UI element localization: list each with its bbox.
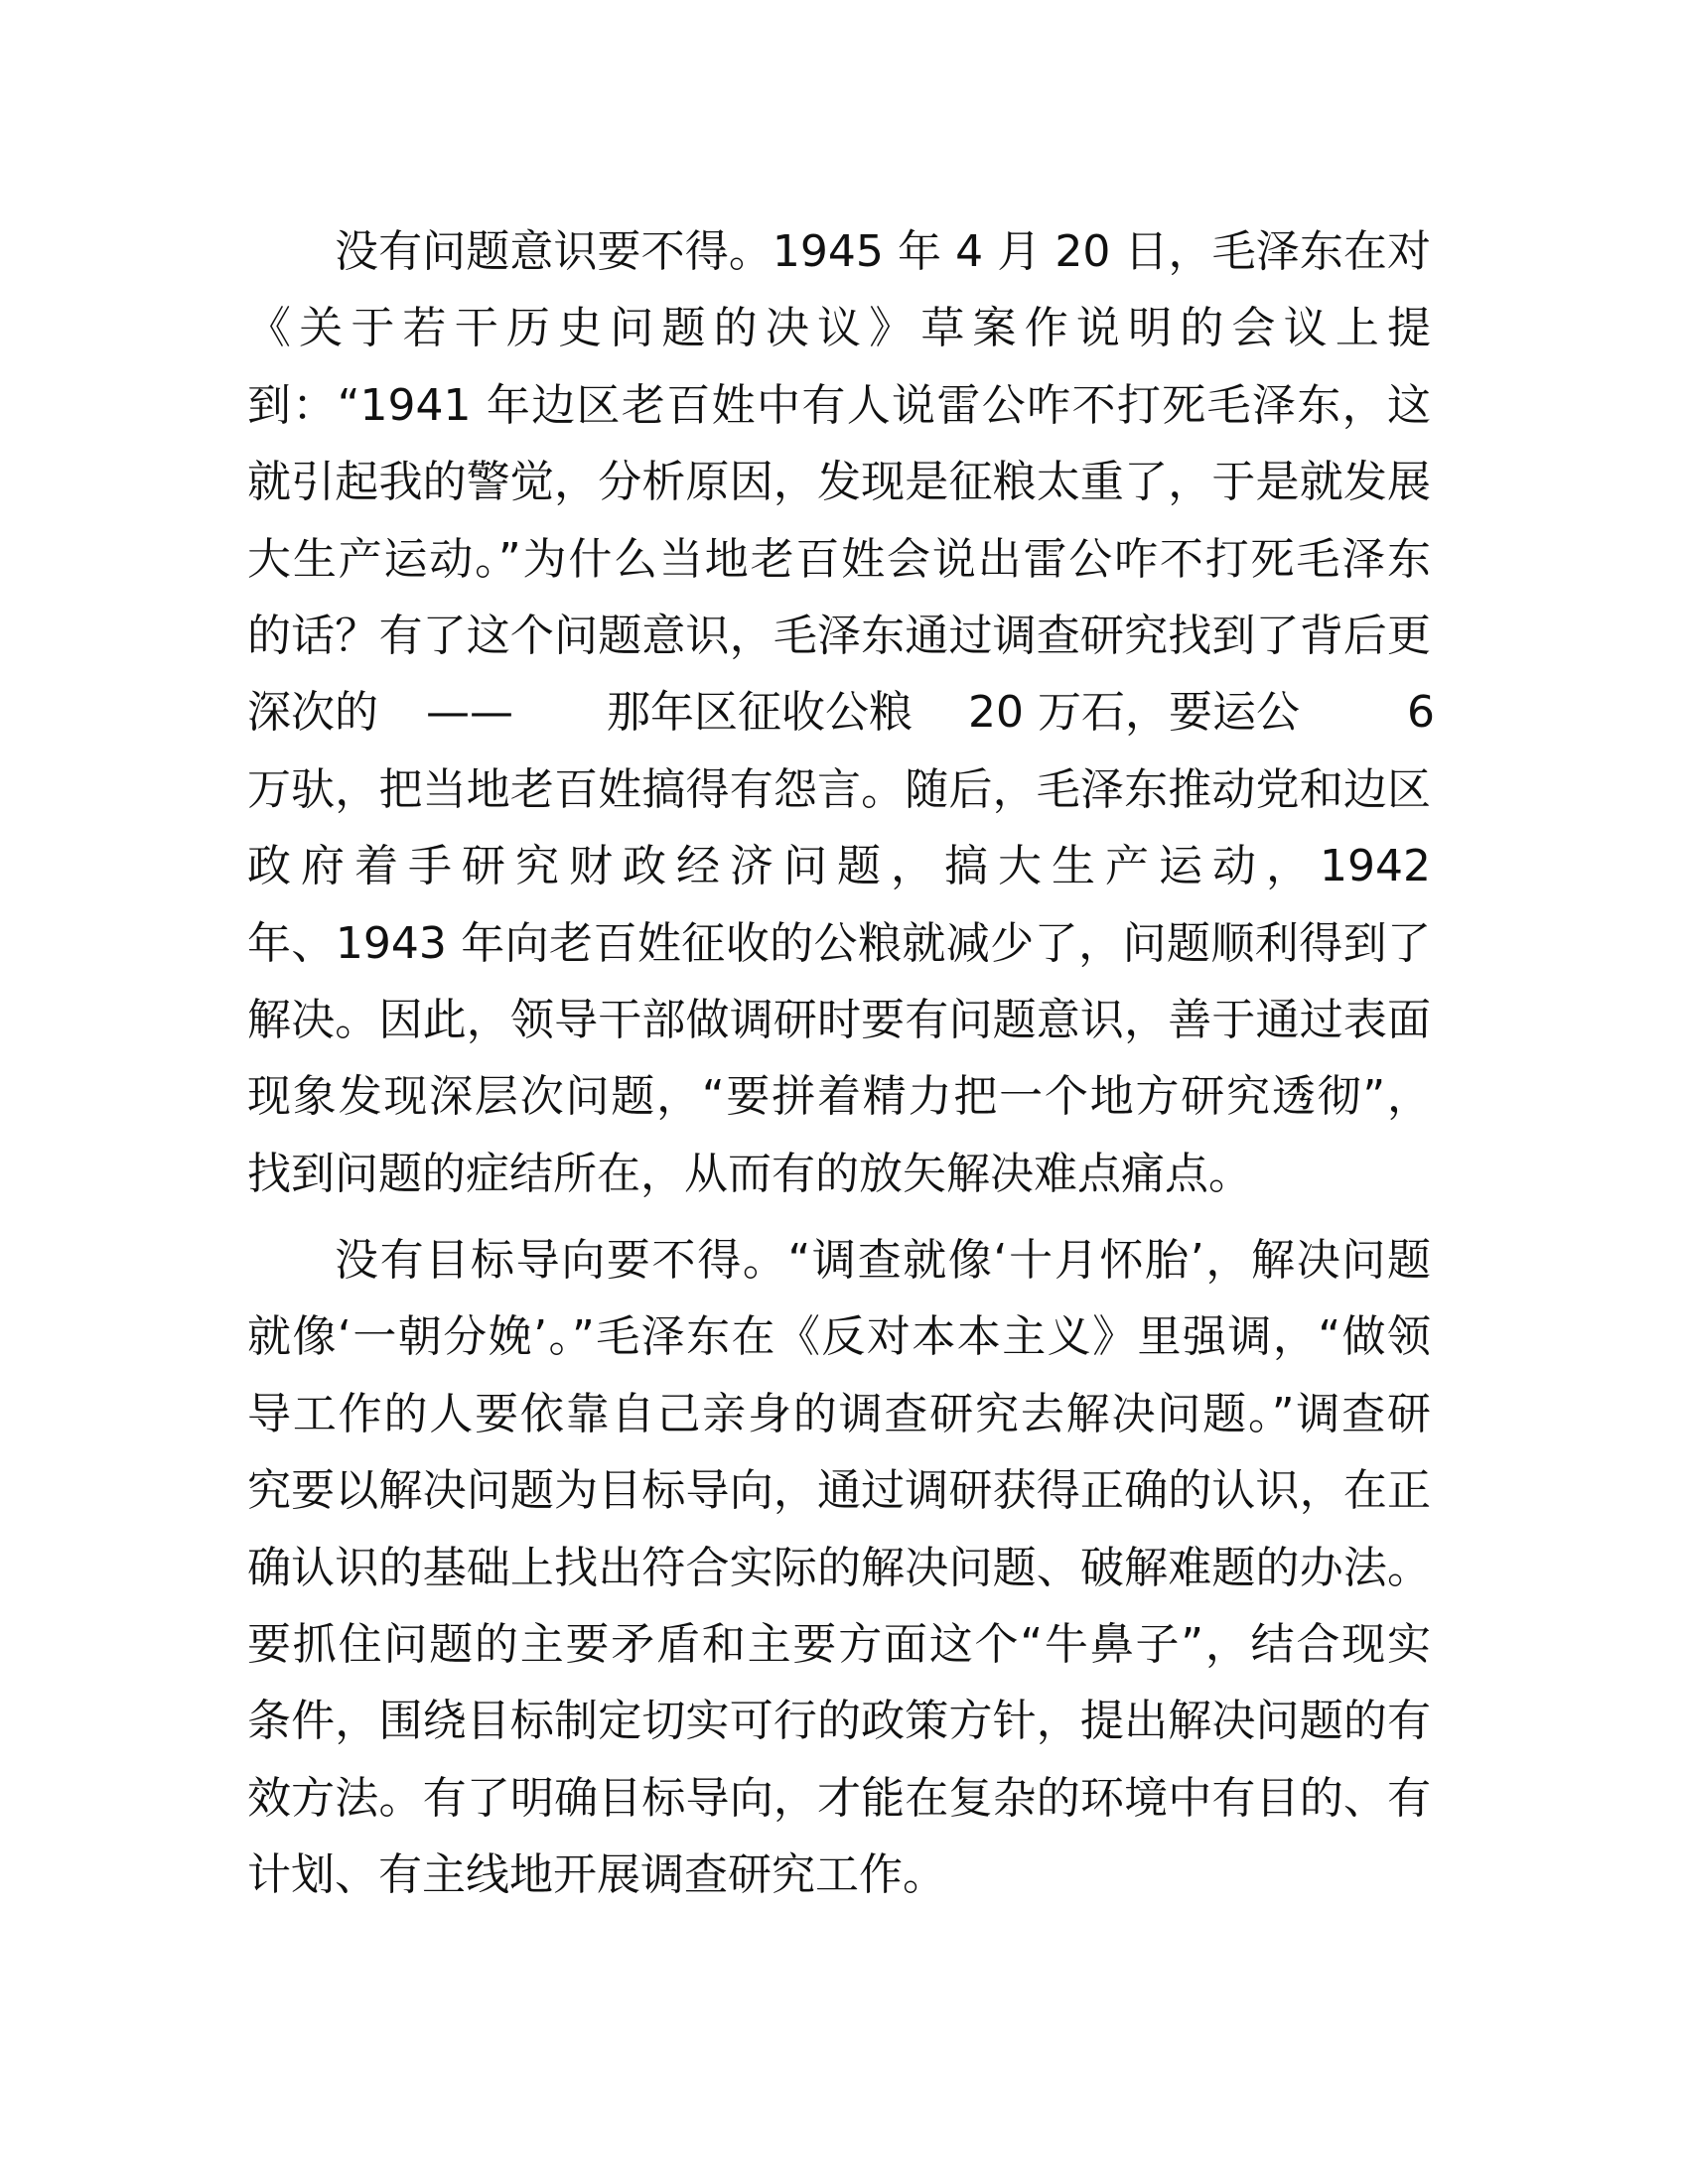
gap-segment: 深次的 bbox=[247, 687, 378, 739]
paragraph-1 bbox=[247, 213, 1435, 1212]
gap-segment: 那年区征收公粮 bbox=[607, 687, 913, 739]
paragraph-line: 没有目标导向要不得。“调查就像‘十月怀胎’，解决问题 bbox=[335, 1235, 1431, 1287]
paragraph-line: 《关于若干历史问题的决议》草案作说明的会议上提 bbox=[247, 303, 1431, 354]
paragraph-line: 解决。因此，领导干部做调研时要有问题意识，善于通过表面 bbox=[247, 994, 1431, 1045]
paragraph-line: 年、1943 年向老百姓征收的公粮就减少了，问题顺利得到了 bbox=[247, 917, 1431, 969]
paragraph-line: 确认识的基础上找出符合实际的解决问题、破解难题的办法。 bbox=[247, 1542, 1431, 1593]
paragraph-line: 究要以解决问题为目标导向，通过调研获得正确的认识，在正 bbox=[247, 1465, 1431, 1517]
paragraph-line: 条件，围绕目标制定切实可行的政策方针，提出解决问题的有 bbox=[247, 1696, 1431, 1747]
paragraph-line-with-gaps bbox=[247, 674, 1435, 751]
paragraph-line: 的话？有了这个问题意识，毛泽东通过调查研究找到了背后更 bbox=[247, 610, 1431, 661]
paragraph-line: 万驮，把当地老百姓搞得有怨言。随后，毛泽东推动党和边区 bbox=[247, 763, 1431, 815]
gap-segment: 6 bbox=[1407, 687, 1435, 739]
paragraph-line: 政府着手研究财政经济问题，搞大生产运动，1942 bbox=[247, 841, 1431, 892]
paragraph-line: 找到问题的症结所在，从而有的放矢解决难点痛点。 bbox=[247, 1148, 1252, 1199]
paragraph-line: 现象发现深层次问题，“要拼着精力把一个地方研究透彻”， bbox=[247, 1071, 1431, 1123]
paragraph-line: 效方法。有了明确目标导向，才能在复杂的环境中有目的、有 bbox=[247, 1772, 1431, 1824]
paragraph-line: 没有问题意识要不得。1945 年 4 月 20 日，毛泽东在对 bbox=[335, 226, 1431, 277]
paragraph-2 bbox=[247, 1222, 1431, 1914]
paragraph-line: 导工作的人要依靠自己亲身的调查研究去解决问题。”调查研 bbox=[247, 1388, 1431, 1439]
paragraph-line: 要抓住问题的主要矛盾和主要方面这个“牛鼻子”，结合现实 bbox=[247, 1619, 1431, 1671]
paragraph-line: 就像‘一朝分娩’。”毛泽东在《反对本本主义》里强调，“做领 bbox=[247, 1311, 1431, 1363]
paragraph-spacer bbox=[247, 1212, 1431, 1222]
gap-segment: 20 万石，要运公 bbox=[968, 687, 1300, 739]
paragraph-line: 计划、有主线地开展调查研究工作。 bbox=[247, 1849, 946, 1901]
document-body bbox=[247, 213, 1435, 1914]
paragraph-line: 就引起我的警觉，分析原因，发现是征粮太重了，于是就发展 bbox=[247, 457, 1431, 508]
paragraph-line: 到：“1941 年边区老百姓中有人说雷公咋不打死毛泽东，这 bbox=[247, 379, 1431, 431]
paragraph-line: 大生产运动。”为什么当地老百姓会说出雷公咋不打死毛泽东 bbox=[247, 533, 1431, 585]
gap-segment: —— bbox=[426, 687, 513, 739]
